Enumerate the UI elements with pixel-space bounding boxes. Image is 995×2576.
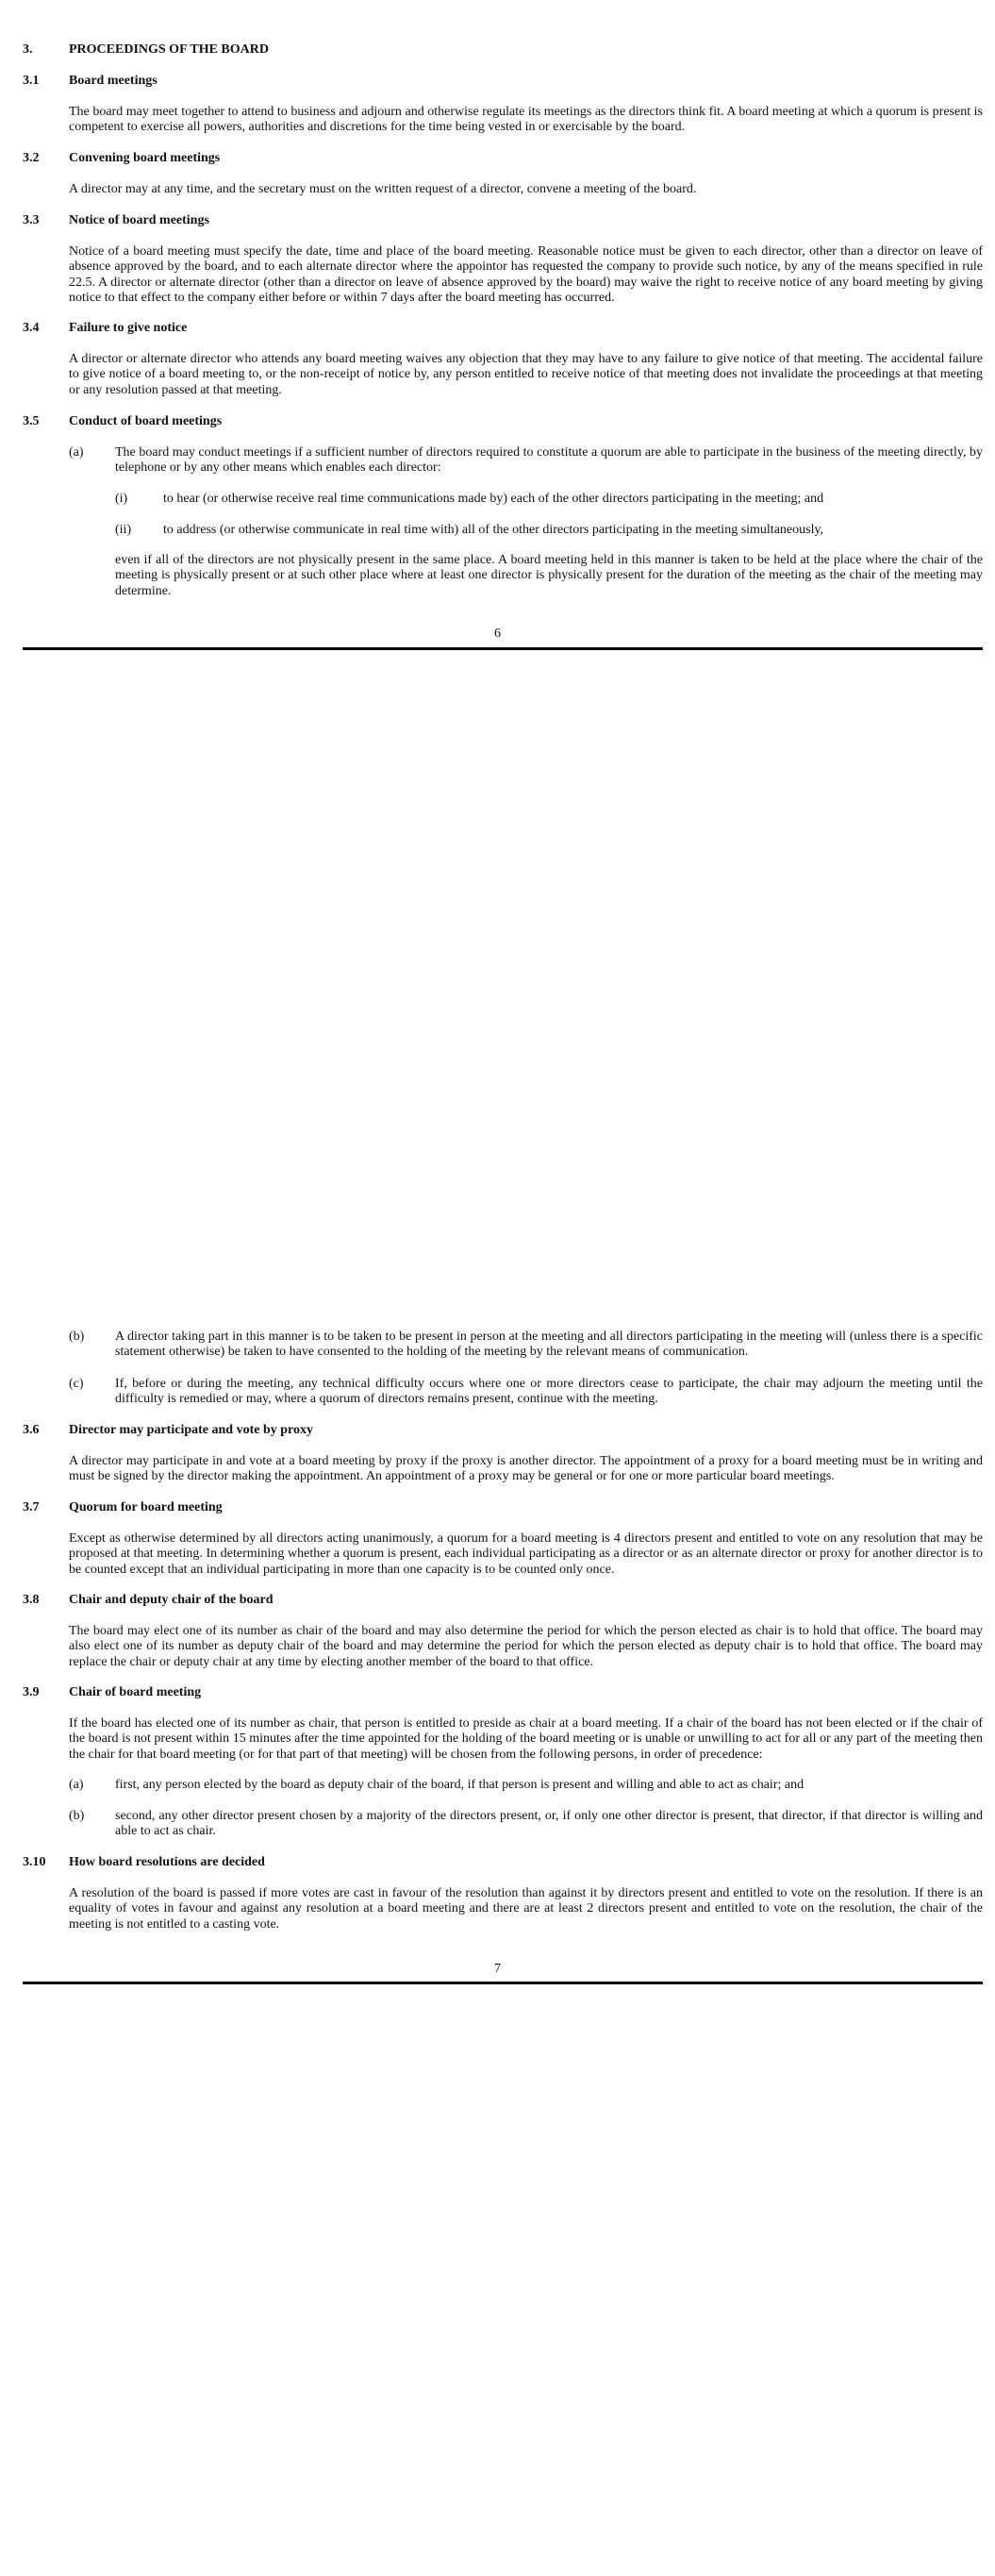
subclause-label: (b)	[69, 1809, 85, 1823]
page-divider	[23, 1982, 983, 1984]
clause-number: 3.1	[23, 74, 40, 88]
clause-heading: Conduct of board meetings	[69, 414, 223, 428]
clause-text: If the board has elected one of its number as chair, that person is entitled to preside as chair at a board meeting. If a chair of the board has not been elected or if the chair of the board is not present within 15 minutes after the time appointed for the holding of the board meeting or is unable or unwilling to act for all or any part of the meeting then the chair for that board meeting (or for that part of that meeting) will be chosen from the following persons, in order of precedence:	[69, 1716, 983, 1762]
subclause-text: A director taking part in this manner is to be taken to be present in person at the meeting and all directors participating in the meeting will (unless there is a specific statement otherwise) be taken to have consented to the holding of the meeting by the relevant means of communication.	[115, 1330, 983, 1360]
clause-number: 3.10	[23, 1855, 46, 1869]
subclause-label: (b)	[69, 1330, 85, 1344]
subclause-text: second, any other director present chosen by a majority of the directors present, or, if only one other director is present, that director, if that director is willing and able to act as chair.	[115, 1809, 983, 1839]
clause-number: 3.9	[23, 1685, 40, 1699]
paragraph-label: (ii)	[115, 523, 132, 537]
section-title: PROCEEDINGS OF THE BOARD	[69, 42, 269, 57]
clause-heading: Chair of board meeting	[69, 1685, 202, 1699]
paragraph-text: to address (or otherwise communicate in real time with) all of the other directors participating in the meeting simultaneously,	[163, 523, 824, 537]
clause-number: 3.2	[23, 151, 40, 165]
subclause-continuation: even if all of the directors are not physically present in the same place. A board meeting held in this manner is taken to be held at the place where the chair of the meeting is physically present or at such other place where at least one director is physically present for the duration of the meeting as the chair of the meeting may determine.	[115, 553, 983, 598]
clause-heading: How board resolutions are decided	[69, 1855, 265, 1869]
subclause-text: If, before or during the meeting, any technical difficulty occurs where one or more directors cease to participate, the chair may adjourn the meeting until the difficulty is remedied or may, where a quorum of directors remains present, continue with the meeting.	[115, 1377, 983, 1407]
clause-text: A director or alternate director who attends any board meeting waives any objection that they may have to any failure to give notice of that meeting. The accidental failure to give notice of a board meeting to, or the non-receipt of notice by, any person entitled to receive notice of that meeting does not invalidate the proceedings at that meeting or any resolution passed at that meeting.	[69, 352, 983, 397]
clause-heading: Failure to give notice	[69, 321, 188, 335]
section-number: 3.	[23, 42, 33, 57]
clause-heading: Board meetings	[69, 74, 158, 88]
clause-number: 3.4	[23, 321, 40, 335]
subclause-label: (a)	[69, 445, 84, 460]
paragraph-text: to hear (or otherwise receive real time communications made by) each of the other directors participating in the meeting; and	[163, 492, 824, 506]
clause-number: 3.7	[23, 1500, 40, 1514]
clause-text: Notice of a board meeting must specify the date, time and place of the board meeting. Reasonable notice must be given to each director, other than a director on leave of absence approved by the board, and to each alternate director where the appointor has requested the company to provide such notice, by any of the means specified in rule 22.5. A director or alternate director (other than a director on leave of absence approved by the board) may waive the right to receive notice of any board meeting by giving notice to that effect to the company either before or within 7 days after the board meeting has occurred.	[69, 244, 983, 305]
clause-heading: Convening board meetings	[69, 151, 221, 165]
clause-text: A director may participate in and vote at a board meeting by proxy if the proxy is another director. The appointment of a proxy for a board meeting must be in writing and must be signed by the director making the appointment. An appointment of a proxy may be general or for one or more particular board meetings.	[69, 1454, 983, 1484]
clause-text: Except as otherwise determined by all directors acting unanimously, a quorum for a board meeting is 4 directors present and entitled to vote on any resolution that may be proposed at that meeting. In determining whether a quorum is present, each individual participating as a director or as an alternate director or proxy for another director is to be counted except that an individual participating in more than one capacity is to be counted only once.	[69, 1531, 983, 1577]
subclause-label: (c)	[69, 1377, 84, 1391]
clause-heading: Quorum for board meeting	[69, 1500, 223, 1514]
clause-number: 3.8	[23, 1593, 40, 1607]
paragraph-label: (i)	[115, 492, 128, 506]
subclause-label: (a)	[69, 1778, 84, 1792]
page-divider	[23, 647, 983, 650]
page-number: 7	[494, 1962, 501, 1976]
page-number: 6	[494, 627, 501, 641]
clause-text: The board may elect one of its number as chair of the board and may also determine the period for which the person elected as chair is to hold that office. The board may also elect one of its number as deputy chair of the board and may determine the period for which the person elected as deputy chair is to hold that office. The board may replace the chair or deputy chair at any time by electing another member of the board to that office.	[69, 1624, 983, 1669]
clause-number: 3.5	[23, 414, 40, 428]
clause-number: 3.6	[23, 1423, 40, 1437]
clause-heading: Chair and deputy chair of the board	[69, 1593, 274, 1607]
subclause-text: first, any person elected by the board as deputy chair of the board, if that person is present and willing and able to act as chair; and	[115, 1778, 804, 1792]
clause-heading: Director may participate and vote by proxy	[69, 1423, 313, 1437]
clause-text: A resolution of the board is passed if more votes are cast in favour of the resolution than against it by directors present and entitled to vote on the resolution. If there is an equality of votes in favour and against any resolution at a board meeting and there are at least 2 directors present and entitled to vote on the resolution, the chair of the meeting is not entitled to a casting vote.	[69, 1886, 983, 1932]
clause-heading: Notice of board meetings	[69, 213, 209, 227]
clause-number: 3.3	[23, 213, 40, 227]
subclause-text: The board may conduct meetings if a sufficient number of directors required to constitute a quorum are able to participate in the business of the meeting directly, by telephone or by any other means which enables each director:	[115, 445, 983, 476]
clause-text: The board may meet together to attend to business and adjourn and otherwise regulate its meetings as the directors think fit. A board meeting at which a quorum is present is competent to exercise all powers, authorities and discretions for the time being vested in or exercisable by the board.	[69, 105, 983, 135]
clause-text: A director may at any time, and the secretary must on the written request of a director, convene a meeting of the board.	[69, 182, 697, 196]
